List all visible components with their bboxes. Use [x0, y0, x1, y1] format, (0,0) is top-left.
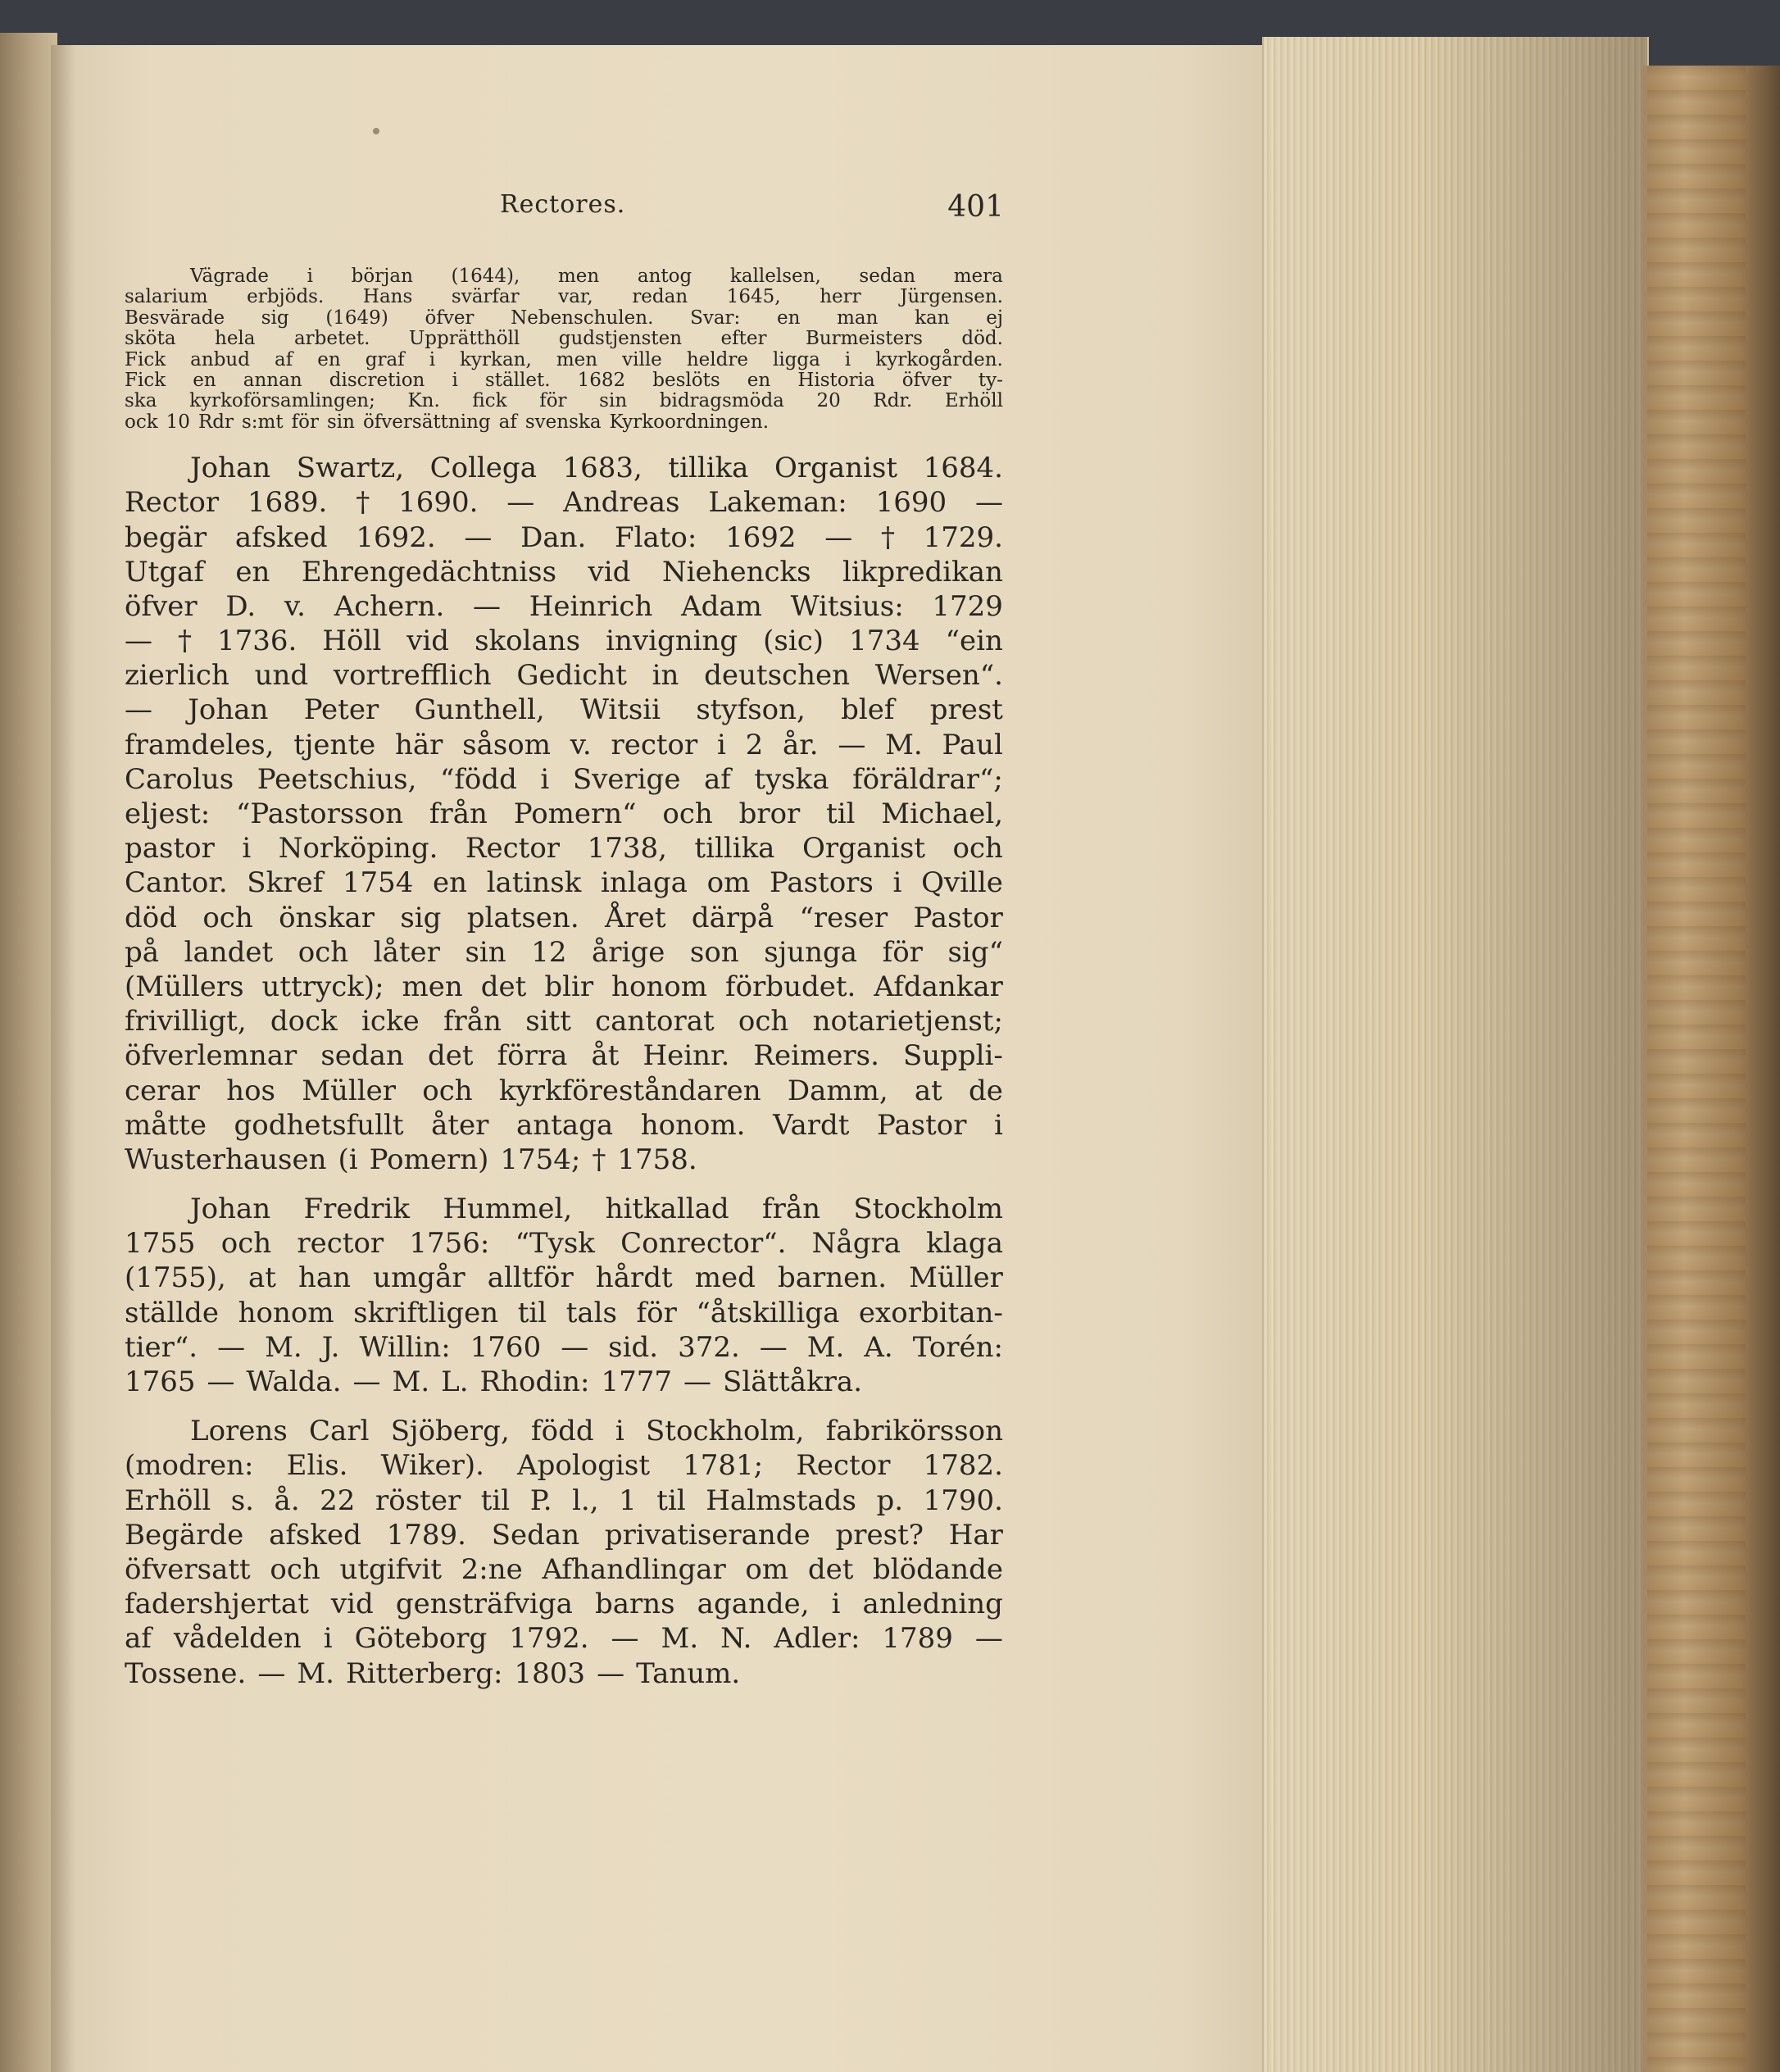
page-stack-shade [1262, 37, 1647, 2072]
ink-speck [373, 128, 379, 134]
text-line: Fick en annan discretion i stället. 1682 beslöts en Historia öfver ty- [125, 369, 1003, 391]
text-line: ställde honom skriftligen til tals för “åtskilliga exorbitan- [125, 1296, 1003, 1329]
text-line: — Johan Peter Gunthell, Witsii styfson, blef prest [125, 693, 1003, 727]
page-header [131, 190, 1004, 229]
text-line: tier“. — M. J. Willin: 1760 — sid. 372. — M. A. Torén: [125, 1330, 1003, 1364]
text-line: framdeles, tjente här såsom v. rector i 2 år. — M. Paul [125, 728, 1003, 761]
text-line: Erhöll s. å. 22 röster til P. l., 1 til Halmstads p. 1790. [125, 1484, 1003, 1517]
text-line: på landet och låter sin 12 årige son sjunga för sig“ [125, 935, 1003, 969]
text-line: Johan Swartz, Collega 1683, tillika Organist 1684. [190, 452, 1003, 485]
text-line: (1755), at han umgår alltför hårdt med barnen. Müller [125, 1261, 1003, 1295]
left-page-edge [0, 33, 57, 2072]
text-line: öfversatt och utgifvit 2:ne Afhandlingar om det blödande [125, 1552, 1003, 1586]
text-line: Rector 1689. † 1690. — Andreas Lakeman: 1690 — [125, 486, 1003, 520]
text-line: sköta hela arbetet. Upprätthöll gudstjensten efter Burmeisters död. [125, 328, 1003, 350]
text-line: salarium erbjöds. Hans svärfar var, redan 1645, herr Jürgensen. [125, 286, 1003, 308]
gutter-shadow [51, 45, 75, 2072]
cover-texture [1647, 66, 1746, 2072]
text-line: (Müllers uttryck); men det blir honom förbudet. Afdankar [125, 970, 1003, 1003]
text-line: Johan Fredrik Hummel, hitkallad från Stockholm [190, 1193, 1003, 1226]
text-line: pastor i Norköping. Rector 1738, tillika Organist och [125, 832, 1003, 866]
text-line: måtte godhetsfullt åter antaga honom. Vardt Pastor i [125, 1108, 1003, 1142]
text-line: cerar hos Müller och kyrkföreståndaren Damm, at de [125, 1074, 1003, 1107]
text-line: frivilligt, dock icke från sitt cantorat och notarietjenst; [125, 1005, 1003, 1038]
text-line: zierlich und vortrefflich Gedicht in deutschen Wersen“. [125, 659, 1003, 693]
text-line: Lorens Carl Sjöberg, född i Stockholm, fabrikörsson [190, 1415, 1003, 1448]
text-line: Besvärade sig (1649) öfver Nebenschulen. Svar: en man kan ej [125, 307, 1003, 329]
text-line: Vägrade i början (1644), men antog kallelsen, sedan mera [190, 266, 1003, 287]
text-line: Tossene. — M. Ritterberg: 1803 — Tanum. [125, 1656, 741, 1690]
text-line: 1765 — Walda. — M. L. Rhodin: 1777 — Slättåkra. [125, 1365, 862, 1398]
text-line: 1755 och rector 1756: “Tysk Conrector“. Några klaga [125, 1227, 1003, 1261]
text-line: fadershjertat vid gensträfviga barns agande, i anledning [125, 1588, 1003, 1621]
text-line: Fick anbud af en graf i kyrkan, men ville heldre ligga i kyrkogården. [125, 348, 1003, 370]
text-line: ska kyrkoförsamlingen; Kn. fick för sin bidragsmöda 20 Rdr. Erhöll [125, 390, 1003, 412]
text-line: (modren: Elis. Wiker). Apologist 1781; Rector 1782. [125, 1449, 1003, 1483]
text-line: eljest: “Pastorsson från Pomern“ och bror til Michael, [125, 797, 1003, 830]
entry-paragraph-1 [125, 451, 1003, 1177]
running-title: Rectores. [500, 190, 626, 219]
text-line: begär afsked 1692. — Dan. Flato: 1692 — † 1729. [125, 520, 1003, 554]
text-line: Carolus Peetschius, “född i Sverige af tyska föräldrar“; [125, 762, 1003, 796]
text-line: Begärde afsked 1789. Sedan privatiserande prest? Har [125, 1518, 1003, 1552]
text-line: Wusterhausen (i Pomern) 1754; † 1758. [125, 1143, 697, 1176]
text-line: öfverlemnar sedan det förra åt Heinr. Reimers. Suppli- [125, 1039, 1003, 1073]
page-text [125, 266, 1003, 1691]
text-line: ock 10 Rdr s:mt för sin öfversättning af svenska Kyrkoordningen. [125, 411, 770, 433]
entry-paragraph-3 [125, 1414, 1003, 1691]
footnote-paragraph [125, 266, 1003, 433]
text-line: Cantor. Skref 1754 en latinsk inlaga om Pastors i Qville [125, 866, 1003, 900]
text-line: af vådelden i Göteborg 1792. — M. N. Adler: 1789 — [125, 1622, 1003, 1656]
text-line: död och önskar sig platsen. Året därpå “reser Pastor [125, 901, 1003, 934]
page-number: 401 [947, 190, 1004, 224]
entry-paragraph-2 [125, 1192, 1003, 1399]
text-line: — † 1736. Höll vid skolans invigning (sic) 1734 “ein [125, 625, 1003, 658]
text-line: Utgaf en Ehrengedächtniss vid Niehencks likpredikan [125, 555, 1003, 588]
text-line: öfver D. v. Achern. — Heinrich Adam Witsius: 1729 [125, 589, 1003, 623]
